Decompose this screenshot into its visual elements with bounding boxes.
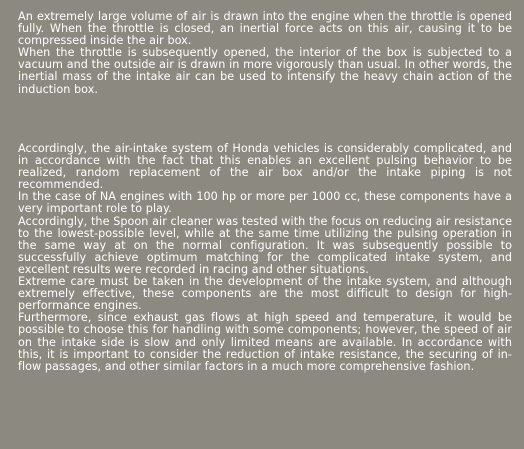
- paragraph: When the throttle is subsequently opened, the interior of the box is subjected to a vacuum and the outside air is drawn in more vigorously than usual. In other words, the inertial mass of the intake air can be used to intensify the heavy chain action of the induction box.: [18, 46, 512, 96]
- paragraph: In the case of NA engines with 100 hp or more per 1000 cc, these components have a very important role to play.: [18, 190, 512, 216]
- paragraph: Extreme care must be taken in the development of the intake system, and although extremely effective, these components are the most difficult to design for high-performance engines.: [18, 275, 512, 313]
- text-section-intake-air: [18, 11, 512, 111]
- text-section-honda-intake: [18, 143, 512, 443]
- paragraph: An extremely large volume of air is drawn into the engine when the throttle is opened fully. When the throttle is closed, an inertial force acts on this air, causing it to be compressed inside the air box.: [18, 11, 512, 48]
- paragraph: Furthermore, since exhaust gas flows at high speed and temperature, it would be possible to choose this for handling with some components; however, the speed of air on the intake side is slow and only limited means are available. In accordance with this, it is important to consider the reduction of intake resistance, the securing of in-flow passages, and other similar factors in a much more comprehensive fashion.: [18, 311, 512, 373]
- paragraph: Accordingly, the air-intake system of Honda vehicles is considerably complicated, and in accordance with the fact that this enables an excellent pulsing behavior to be realized, random replacement of the air box and/or the intake piping is not recommended.: [18, 143, 512, 192]
- paragraph: Accordingly, the Spoon air cleaner was tested with the focus on reducing air resistance to the lowest-possible level, while at the same time utilizing the pulsing operation in the same way at on the normal configuration. It was subsequently possible to successfully achieve optimum matching for the complicated intake system, and excellent results were recorded in racing and other situations.: [18, 214, 512, 276]
